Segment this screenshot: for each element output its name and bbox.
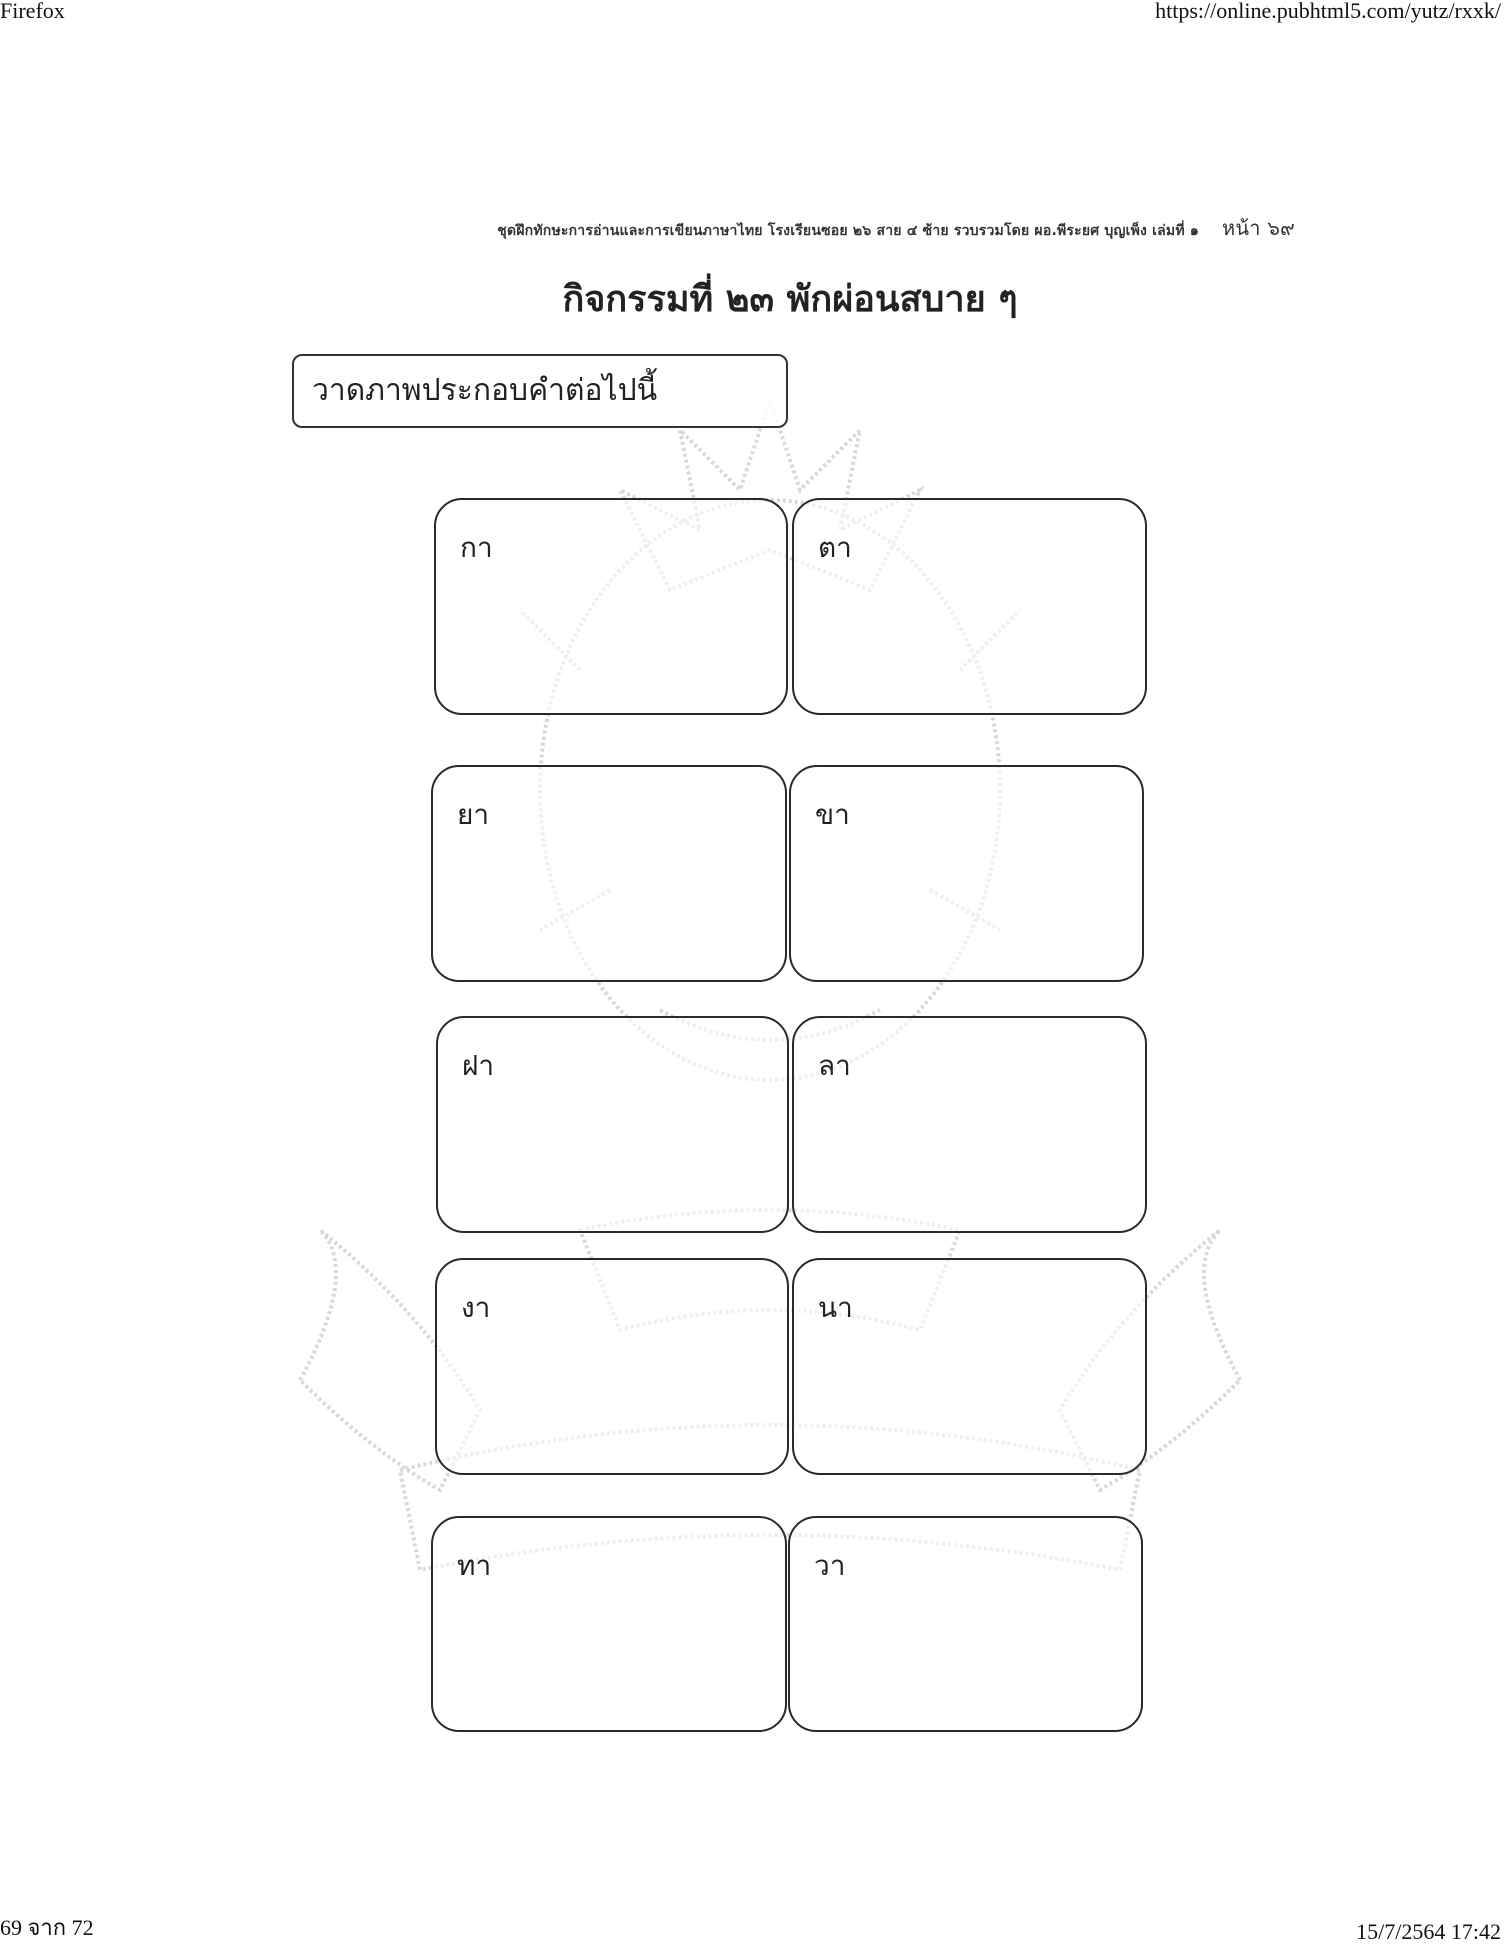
word-label: กา bbox=[460, 531, 493, 564]
browser-url: https://online.pubhtml5.com/yutz/rxxk/ bbox=[1155, 0, 1501, 23]
word-label: วา bbox=[814, 1549, 846, 1582]
word-label: นา bbox=[818, 1291, 853, 1324]
running-header-text: ชุดฝึกทักษะการอ่านและการเขียนภาษาไทย โรงเรียนซอย ๒๖ สาย ๔ ซ้าย รวบรวมโดย ผอ.พีระยศ บุญเพ็ง เล่มที่ ๑ bbox=[497, 223, 1199, 239]
page-label: หน้า ๖๙ bbox=[1222, 216, 1295, 240]
word-card-la bbox=[792, 1016, 1147, 1233]
running-header bbox=[0, 212, 1295, 244]
word-label: ขา bbox=[815, 798, 850, 831]
print-timestamp: 15/7/2564 17:42 bbox=[1356, 1919, 1501, 1944]
word-card-ka bbox=[434, 498, 788, 715]
word-label: ทา bbox=[457, 1549, 492, 1582]
print-page-counter: 69 จาก 72 bbox=[0, 1915, 94, 1940]
activity-title: กิจกรรมที่ ๒๓ พักผ่อนสบาย ๆ bbox=[562, 279, 1018, 320]
word-card-na bbox=[792, 1258, 1147, 1475]
instruction-box: วาดภาพประกอบคำต่อไปนี้ bbox=[292, 354, 788, 428]
word-label: ยา bbox=[457, 798, 490, 831]
word-label: ลา bbox=[818, 1049, 851, 1082]
word-label: ตา bbox=[818, 531, 852, 564]
word-label: ฝา bbox=[462, 1049, 495, 1082]
word-label: งา bbox=[461, 1291, 491, 1324]
word-card-nga bbox=[435, 1258, 789, 1475]
browser-app-name: Firefox bbox=[0, 0, 65, 23]
word-card-fa bbox=[436, 1016, 789, 1233]
word-card-ya bbox=[431, 765, 787, 982]
word-card-kha bbox=[789, 765, 1144, 982]
word-card-ta bbox=[792, 498, 1147, 715]
word-card-wa bbox=[788, 1516, 1143, 1732]
word-card-tha bbox=[431, 1516, 787, 1732]
